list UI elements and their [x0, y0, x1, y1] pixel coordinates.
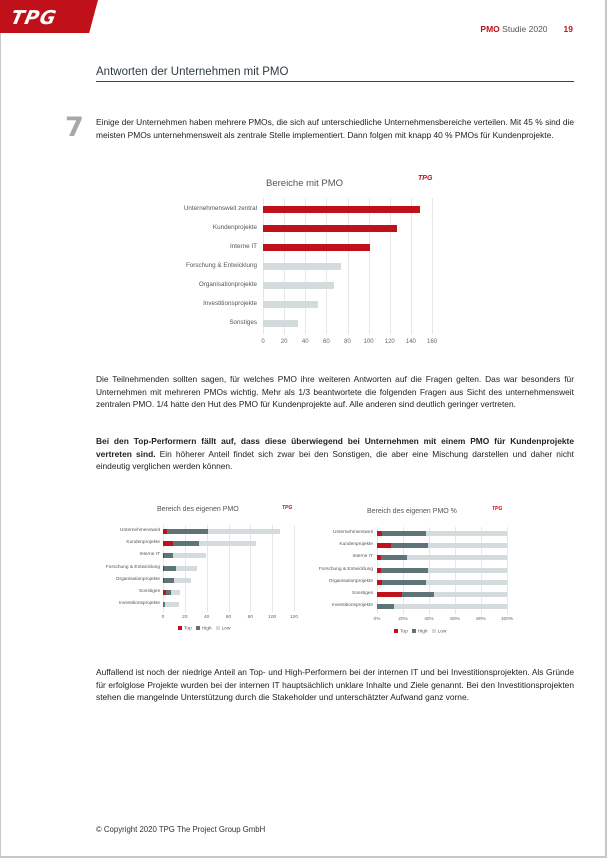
category-label: Kundenprojekte	[126, 540, 160, 546]
bar	[263, 320, 298, 327]
bar-segment-low	[434, 592, 507, 597]
bar-segment-high	[391, 543, 427, 548]
axis-tick-label: 160	[426, 339, 438, 345]
bar-segment-high	[402, 592, 435, 597]
category-label: Investitionsprojekte	[118, 601, 160, 607]
legend-swatch	[196, 626, 200, 630]
axis-tick-label: 60	[323, 339, 330, 345]
category-label: Forschung & Entwicklung	[185, 262, 257, 269]
bar-segment-low	[208, 529, 280, 534]
bar-segment-high	[167, 529, 207, 534]
legend-label: Top	[400, 629, 408, 635]
paragraph-participants: Die Teilnehmenden sollten sagen, für welches PMO ihre weiteren Antworten auf die Fragen gelten. Das war besonders für Unternehmen mit mehreren PMOs wichtig. Mehr als 1/3 beantwortete die folgenden Fragen aus Sicht des unternehmensweit zentralen PMO. 1/4 hatte den Hut des PMO für Kundenprojekte auf. Alle anderen sind deutlich geringer vertreten.	[96, 374, 574, 410]
study-title: Studie 2020	[499, 24, 548, 34]
gridline	[294, 525, 295, 612]
legend-label: High	[417, 629, 428, 635]
gridline	[348, 198, 349, 334]
page-number: 19	[563, 24, 573, 34]
legend-label: Top	[184, 626, 192, 632]
tpg-logo: TPG	[8, 7, 59, 29]
legend-swatch	[412, 629, 416, 633]
chart-title: Bereiche mit PMO	[266, 178, 344, 189]
tpg-logo-small: TPG	[418, 175, 433, 182]
gridline	[250, 525, 251, 612]
legend-label: Low	[221, 626, 231, 632]
category-label: Investitionsprojekte	[331, 603, 373, 609]
bar	[263, 282, 334, 289]
bar-segment-high	[381, 568, 428, 573]
bar-segment-top	[163, 541, 173, 546]
category-label: Unternehmensweit	[333, 530, 373, 535]
axis-tick-label: 80	[247, 615, 253, 620]
bar-segment-high	[381, 555, 407, 560]
bar-segment-low	[173, 553, 206, 558]
gridline	[432, 198, 433, 334]
axis-tick-label: 60	[225, 615, 232, 620]
bar-segment-low	[199, 541, 256, 546]
bar-segment-low	[171, 590, 181, 595]
axis-tick-label: 60%	[450, 617, 460, 622]
bar-segment-low	[407, 555, 507, 560]
axis-tick-label: 100	[363, 339, 374, 345]
bar-segment-top	[377, 592, 402, 597]
gridline	[507, 527, 508, 614]
chart-title: Bereich des eigenen PMO	[157, 506, 239, 513]
paragraph-intro: Einige der Unternehmen haben mehrere PMOs, die sich auf unterschiedliche Unternehmensbereiche verteilen. Mit 45 % sind die meisten PMOs unternehmensweit als zentrale Stelle implementiert. Dann folgen mit knapp 40 % PMOs für Kundenprojekte.	[96, 117, 574, 140]
chart-legend	[390, 629, 446, 634]
paragraph-conclusion: Auffallend ist noch der niedrige Anteil an Top- und High-Performern bei der internen IT und bei Investitionsprojekten. Als Gründe für erfolglose Projekte wurden bei der internen IT hauptsächlich unklare Inhalte und Ziele genannt. Bei den Investitionsprojekten stehen die mangelnde Unterstützung durch die Stakeholder und unterschätzter Aufwand ganz vorne.	[96, 667, 574, 703]
gridline	[207, 525, 208, 612]
axis-tick-label: 120	[384, 339, 395, 345]
category-label: Interne IT	[139, 552, 160, 558]
bar	[263, 206, 420, 213]
bar-segment-low	[176, 566, 197, 571]
category-label: Kundenprojekte	[339, 542, 373, 548]
legend-label: Low	[437, 629, 447, 635]
axis-tick-label: 100%	[500, 617, 514, 622]
legend-label: High	[201, 626, 212, 632]
category-label: Interne IT	[352, 554, 373, 560]
category-label: Interne IT	[230, 243, 257, 250]
gridline	[411, 198, 412, 334]
category-label: Kundenprojekte	[212, 224, 257, 231]
axis-tick-label: 20	[280, 339, 288, 345]
tpg-logo-small: TPG	[492, 506, 503, 512]
gridline	[390, 198, 391, 334]
bar	[263, 263, 341, 270]
bar-segment-high	[164, 553, 173, 558]
chart-legend	[174, 626, 230, 631]
bar-segment-low	[426, 531, 507, 536]
axis-tick-label: 40	[203, 615, 210, 620]
category-label: Organisationprojekte	[198, 281, 257, 288]
paragraph-rest: Ein höherer Anteil findet sich zwar bei den Sonstigen, die aber eine Mischung darstellen und daher nicht eindeutig verglichen werden können.	[96, 448, 574, 472]
bar-segment-top	[377, 543, 391, 548]
section-title: Antworten der Unternehmen mit PMO	[96, 66, 574, 82]
gridline	[369, 198, 370, 334]
axis-tick-label: 0	[161, 615, 165, 620]
axis-tick-label: 20	[182, 615, 188, 620]
chart-title: Bereich des eigenen PMO %	[367, 508, 457, 515]
gridline	[229, 525, 230, 612]
bar	[263, 244, 370, 251]
legend-swatch	[432, 629, 436, 633]
axis-tick-label: 100	[268, 615, 277, 620]
axis-tick-label: 40%	[424, 617, 434, 622]
category-label: Forschung & Entwicklung	[318, 566, 373, 572]
paragraph-top-performers	[96, 435, 574, 473]
category-label: Investitionsprojekte	[203, 300, 257, 307]
tpg-logo-small: TPG	[282, 505, 293, 511]
category-label: Sonstiges	[351, 591, 373, 596]
bar-segment-high	[377, 604, 394, 609]
category-label: Sonstiges	[138, 589, 160, 594]
bar	[263, 301, 318, 308]
axis-tick-label: 140	[405, 339, 416, 345]
bar-segment-low	[428, 543, 507, 548]
bar-segment-low	[174, 578, 191, 583]
bar	[263, 225, 397, 232]
legend-swatch	[178, 626, 182, 630]
section-number: 7	[65, 112, 84, 143]
category-label: Unternehmensweit	[120, 528, 160, 533]
axis-tick-label: 80	[344, 339, 351, 345]
bar-segment-low	[165, 602, 179, 607]
category-label: Sonstiges	[229, 319, 257, 326]
bar-segment-low	[426, 580, 507, 585]
axis-tick-label: 80%	[476, 617, 486, 622]
axis-tick-label: 0%	[373, 617, 381, 622]
gridline	[272, 525, 273, 612]
bar-segment-high	[173, 541, 199, 546]
axis-tick-label: 20%	[398, 617, 408, 622]
legend-swatch	[394, 629, 398, 633]
axis-tick-label: 0	[261, 339, 265, 345]
bar-segment-high	[164, 566, 176, 571]
category-label: Organisationprojekte	[115, 576, 160, 582]
category-label: Forschung & Entwicklung	[105, 564, 160, 570]
category-label: Organisationprojekte	[328, 578, 373, 584]
study-prefix: PMO	[480, 24, 500, 34]
copyright-footer: © Copyright 2020 TPG The Project Group GmbH	[96, 825, 266, 834]
bar-segment-high	[382, 531, 426, 536]
axis-tick-label: 40	[301, 339, 309, 345]
bar-segment-high	[164, 578, 174, 583]
bar-segment-low	[394, 604, 507, 609]
axis-tick-label: 120	[289, 615, 299, 620]
bar-segment-high	[382, 580, 426, 585]
legend-swatch	[216, 626, 220, 630]
page-header	[480, 24, 573, 34]
category-label: Unternehmensweit zentral	[183, 205, 257, 212]
bold-statement: Bei den Top-Performern fällt auf, dass diese überwiegend bei Unternehmen mit einem PMO für Kundenprojekte vertreten sind.	[96, 436, 574, 459]
bar-segment-low	[428, 568, 507, 573]
